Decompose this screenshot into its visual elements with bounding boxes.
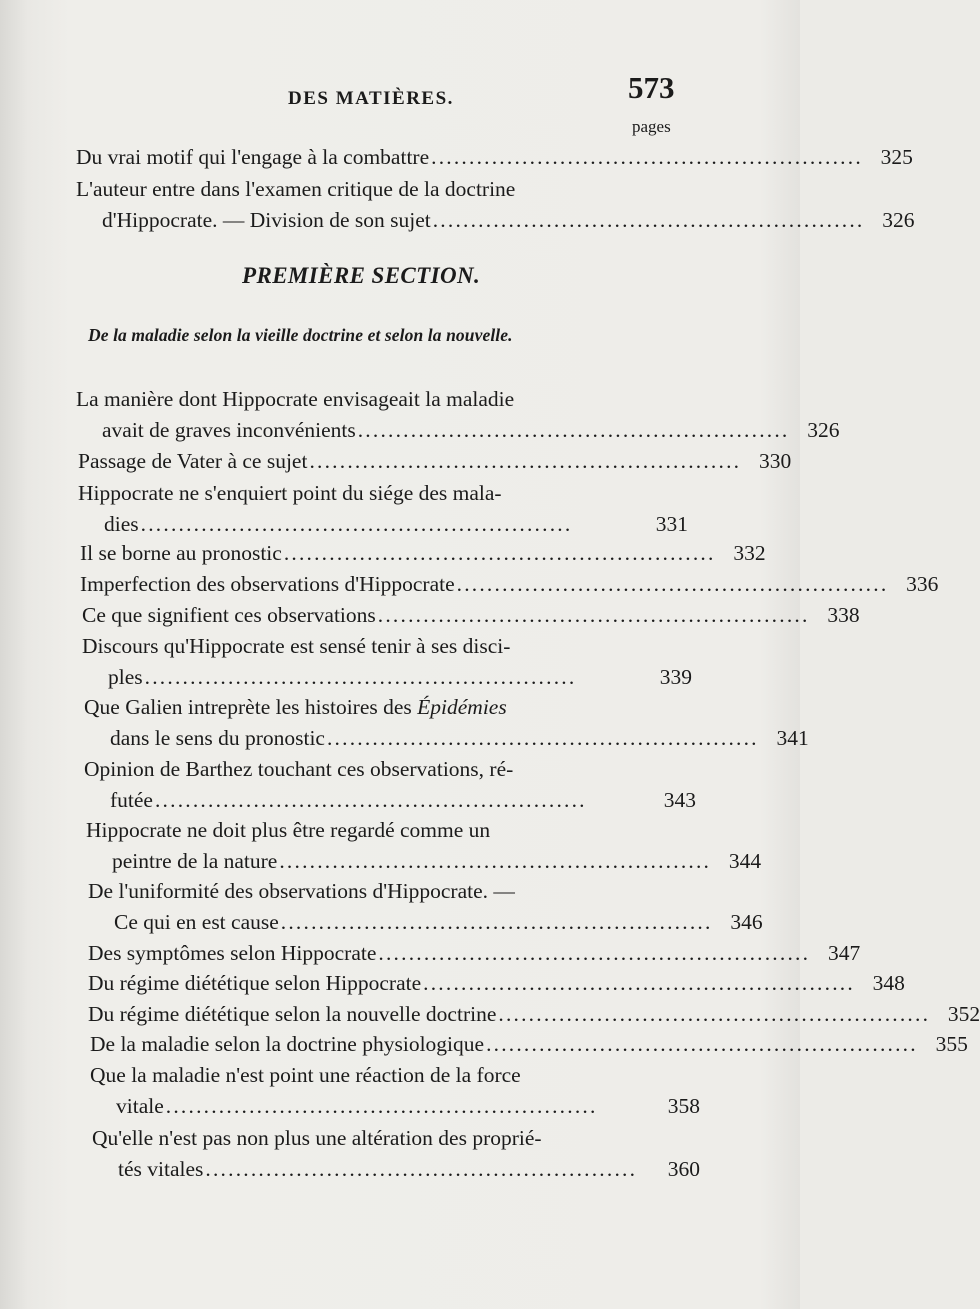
entry-text: Que la maladie n'est point une réaction de la force bbox=[90, 1063, 521, 1087]
entry-page: 339 bbox=[659, 665, 692, 689]
toc-line bbox=[112, 846, 762, 877]
toc-entry bbox=[80, 538, 766, 569]
pages-column-label: pages bbox=[632, 117, 671, 136]
leader-dots: ......................................................... bbox=[165, 1094, 598, 1118]
entry-text: Discours qu'Hippocrate est sensé tenir à ses disci- bbox=[82, 634, 511, 658]
toc-entry bbox=[88, 938, 861, 969]
entry-text: L'auteur entre dans l'examen critique de la doctrine bbox=[76, 177, 516, 201]
entry-page: 348 bbox=[872, 971, 905, 995]
leader-dots: ......................................................... bbox=[431, 145, 863, 169]
toc-entry bbox=[82, 600, 860, 631]
toc-entry bbox=[90, 1029, 968, 1060]
entry-text: De la maladie selon la doctrine physiologique bbox=[90, 1032, 485, 1056]
entry-text: avait de graves inconvénients bbox=[102, 418, 356, 442]
entry-page: 331 bbox=[655, 512, 688, 536]
entry-text: Il se borne au pronostic bbox=[80, 541, 282, 565]
leader-dots: ......................................................... bbox=[205, 1157, 638, 1181]
entry-text: Des symptômes selon Hippocrate bbox=[88, 941, 377, 965]
toc-line bbox=[102, 205, 915, 236]
toc-line bbox=[78, 478, 688, 509]
leader-dots: ......................................................... bbox=[377, 603, 810, 627]
toc-line bbox=[90, 1060, 700, 1091]
toc-entry bbox=[76, 142, 913, 173]
toc-line bbox=[76, 174, 684, 205]
entry-page: 341 bbox=[776, 726, 809, 750]
entry-page: 344 bbox=[728, 849, 762, 873]
leader-dots: ......................................................... bbox=[456, 572, 889, 596]
toc-line bbox=[90, 1029, 968, 1060]
entry-text: Du régime diététique selon Hippocrate bbox=[88, 971, 422, 995]
toc-entry bbox=[78, 446, 792, 477]
entry-text: futée bbox=[110, 788, 153, 812]
section-subtitle: De la maladie selon la vieille doctrine et selon la nouvelle. bbox=[88, 325, 513, 345]
toc-entry bbox=[86, 815, 762, 877]
leader-dots: ......................................................... bbox=[279, 849, 712, 873]
entry-text: De l'uniformité des observations d'Hippocrate. — bbox=[88, 879, 515, 903]
toc-line bbox=[108, 662, 692, 693]
toc-entry bbox=[80, 569, 939, 600]
entry-text: ples bbox=[108, 665, 143, 689]
entry-text-italic: Épidémies bbox=[417, 695, 507, 719]
toc-line bbox=[88, 876, 698, 907]
entry-text: La manière dont Hippocrate envisageait la maladie bbox=[76, 387, 515, 411]
entry-text: dans le sens du pronostic bbox=[110, 726, 325, 750]
entry-text bbox=[84, 692, 507, 723]
toc-line bbox=[104, 509, 688, 540]
entry-page: 352 bbox=[947, 1002, 980, 1026]
entry-page: 338 bbox=[827, 603, 860, 627]
toc-entry bbox=[88, 876, 763, 938]
entry-page: 326 bbox=[882, 208, 915, 232]
leader-dots: ......................................................... bbox=[486, 1032, 918, 1056]
entry-page: 360 bbox=[667, 1157, 700, 1181]
entry-page: 343 bbox=[663, 788, 696, 812]
entry-text: tés vitales bbox=[118, 1157, 204, 1181]
leader-dots: ......................................................... bbox=[283, 541, 716, 565]
toc-line bbox=[88, 968, 905, 999]
toc-line bbox=[88, 938, 861, 969]
toc-entry bbox=[76, 384, 840, 446]
toc-entry bbox=[88, 999, 980, 1030]
toc-line bbox=[110, 723, 809, 754]
leader-dots: ......................................................... bbox=[498, 1002, 931, 1026]
toc-line bbox=[118, 1154, 700, 1185]
toc-entry bbox=[78, 478, 688, 540]
toc-entry bbox=[90, 1060, 700, 1122]
entry-text: Opinion de Barthez touchant ces observations, ré- bbox=[84, 757, 514, 781]
toc-line bbox=[92, 1123, 700, 1154]
toc-line bbox=[80, 569, 939, 600]
toc-line bbox=[114, 907, 763, 938]
entry-page: 358 bbox=[667, 1094, 700, 1118]
leader-dots: ......................................................... bbox=[280, 910, 713, 934]
toc-line bbox=[76, 142, 913, 173]
entry-page: 347 bbox=[827, 941, 861, 965]
leader-dots: ......................................................... bbox=[144, 665, 577, 689]
leader-dots: ......................................................... bbox=[154, 788, 587, 812]
toc-line bbox=[88, 999, 980, 1030]
toc-line bbox=[84, 692, 694, 723]
toc-line bbox=[78, 446, 792, 477]
toc-entry bbox=[92, 1123, 700, 1185]
leader-dots: ......................................................... bbox=[326, 726, 759, 750]
toc-entry bbox=[84, 754, 696, 816]
entry-text: Passage de Vater à ce sujet bbox=[78, 449, 308, 473]
entry-text: Qu'elle n'est pas non plus une altération des proprié- bbox=[92, 1126, 542, 1150]
entry-text: Imperfection des observations d'Hippocrate bbox=[80, 572, 455, 596]
toc-line bbox=[86, 815, 698, 846]
toc-line bbox=[76, 384, 684, 415]
entry-page: 325 bbox=[880, 145, 913, 169]
toc-line bbox=[82, 600, 860, 631]
entry-text: Hippocrate ne s'enquiert point du siége des mala- bbox=[78, 481, 502, 505]
toc-entry bbox=[84, 692, 809, 754]
leader-dots: ......................................................... bbox=[357, 418, 790, 442]
leader-dots: ......................................................... bbox=[309, 449, 742, 473]
toc-entry bbox=[82, 631, 692, 693]
toc-entry bbox=[76, 174, 915, 236]
toc-line bbox=[110, 785, 696, 816]
entry-page: 330 bbox=[758, 449, 792, 473]
entry-page: 326 bbox=[807, 418, 840, 442]
entry-page: 355 bbox=[935, 1032, 968, 1056]
section-title: PREMIÈRE SECTION. bbox=[242, 263, 481, 288]
leader-dots: ......................................................... bbox=[423, 971, 855, 995]
toc-line bbox=[80, 538, 766, 569]
toc-line bbox=[116, 1091, 700, 1122]
entry-text: Du régime diététique selon la nouvelle doctrine bbox=[88, 1002, 497, 1026]
entry-text-part: Que Galien intreprète les histoires des bbox=[84, 695, 418, 719]
leader-dots: ......................................................... bbox=[140, 512, 573, 536]
entry-page: 336 bbox=[906, 572, 939, 596]
leader-dots: ......................................................... bbox=[378, 941, 811, 965]
entry-text: d'Hippocrate. — Division de son sujet bbox=[102, 208, 431, 232]
entry-text: Ce qui en est cause bbox=[114, 910, 279, 934]
toc-entry bbox=[88, 968, 905, 999]
running-head: DES MATIÈRES. bbox=[288, 88, 454, 109]
toc-line bbox=[82, 631, 692, 662]
entry-text: Ce que signifient ces observations bbox=[82, 603, 376, 627]
page-number: 573 bbox=[628, 70, 675, 105]
entry-page: 332 bbox=[733, 541, 766, 565]
entry-page: 346 bbox=[730, 910, 763, 934]
toc-line bbox=[102, 415, 840, 446]
toc-line bbox=[84, 754, 696, 785]
entry-text: Du vrai motif qui l'engage à la combattre bbox=[76, 145, 430, 169]
entry-text: vitale bbox=[116, 1094, 164, 1118]
leader-dots: ......................................................... bbox=[432, 208, 865, 232]
entry-text: dies bbox=[104, 512, 139, 536]
entry-text: peintre de la nature bbox=[112, 849, 278, 873]
entry-text: Hippocrate ne doit plus être regardé comme un bbox=[86, 818, 491, 842]
